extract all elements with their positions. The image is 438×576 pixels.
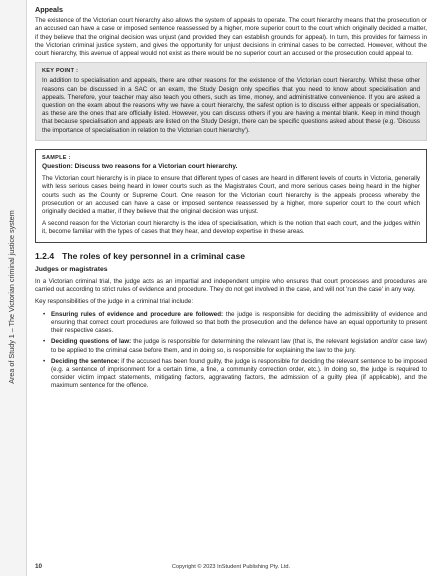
side-tab [0, 0, 27, 576]
subheading: Judges or magistrates [35, 265, 108, 273]
list-item-text: the judge is responsible for determining the relevant law (that is, the relevant legislation and/or case law) to be applied to the criminal case before them, and in doing so, is responsible for explaining the law to the jury. [51, 338, 427, 354]
section-title: The roles of key personnel in a criminal case [62, 250, 246, 261]
appeals-paragraph: The existence of the Victorian court hierarchy also allows the system of appeals to operate. The court hierarchy means that the prosecution or an accused can have a case or imposed sentence reassessed by a higher, more superior court to the court which originally decided a matter, if they believe that the original decision was unjust (and provided they can establish grounds for appeal). In turn, this provides for fairness in the Victorian criminal justice system, and gives the opportunity for unjust decisions in criminal cases to be corrected. However, without the court hierarchy, this avenue of appeal would not exist as there would be no superior court an accused or the prosecution could appeal to. [35, 17, 427, 58]
key-point-text: In addition to specialisation and appeals, there are other reasons for the existence of the Victorian court hierarchy. Whilst these other reasons can be discussed in a SAC or an exam, the Study Design only specifies that you need to know about specialisation and appeals. Therefore, your teacher may also teach you others, such as time, money, and administrative convenience. If you are asked a question on the exam about the reasons why we have a court hierarchy, the safest option is to discuss either appeals or specialisation, as these are the ones that are officially listed. However, you can discuss others if you are having a mental blank. Keep in mind though that because specialisation and appeals are listed on the Study Design, there can be specific questions asked about these (e.g. 'Discuss the importance of specialisation in relation to the Victorian court hierarchy'). [42, 77, 420, 134]
list-intro: Key responsibilities of the judge in a criminal trial include: [35, 298, 194, 306]
list-item-text: the judge is responsible for deciding the admissibility of evidence and ensuring that correct court procedures are followed so that both the prosecution and the defence have an equal opportunity to present their respective cases. [51, 310, 427, 335]
sample-box [35, 149, 427, 243]
side-tab-label: Area of Study 1 – The Victorian criminal justice system [7, 210, 16, 384]
list-item-title: Deciding the sentence: [51, 357, 120, 365]
section-number: 1.2.4 [35, 250, 55, 261]
page-number: 10 [35, 563, 43, 570]
section-heading [35, 252, 427, 260]
sample-question: Question: Discuss two reasons for a Victorian court hierarchy. [42, 163, 238, 171]
appeals-heading: Appeals [35, 5, 63, 14]
list-item [51, 358, 427, 391]
section-intro: In a Victorian criminal trial, the judge acts as an impartial and independent umpire who ensures that court processes and procedures are carried out according to strict rules of evidence and procedure. They do not get involved in the case, and will not 'run the case' in any way. [35, 278, 427, 294]
list-item [51, 338, 427, 354]
sample-answer-paragraph: The Victorian court hierarchy is in place to ensure that different types of cases are heard in different levels of courts in Victoria, generally with less serious cases being heard in lower courts such as the Magistrates Court, and more serious cases being heard in the higher courts such as the County or Supreme Court. One reason for the Victorian court hierarchy is the appeals process whereby the prosecution or an accused can have a case or imposed sentence reassessed by a higher, more superior court to the court which originally decided a matter, if they believe that the original decision was unjust. [42, 175, 420, 216]
copyright-notice: Copyright © 2023 InStudent Publishing Pty. Ltd. [171, 564, 291, 570]
key-point-label: KEY POINT : [42, 68, 79, 75]
list-item [51, 311, 427, 336]
page-footer [35, 563, 427, 573]
sample-label: SAMPLE : [42, 154, 71, 161]
responsibilities-list [35, 311, 427, 391]
sample-answer-paragraph: A second reason for the Victorian court hierarchy is the idea of specialisation, which is the notion that each court, and the judges within it, become familiar with the types of cases that they hear, and develop expertise in these areas. [42, 220, 420, 236]
list-item-title: Ensuring rules of evidence and procedure are followed: [51, 310, 224, 318]
page-content [35, 6, 427, 394]
list-item-text: if the accused has been found guilty, the judge is responsible for deciding the relevant sentence to be imposed (e.g. a sentence of imprisonment for a certain time, a fine, a community correction order, etc.). In doing so, the judge is required to consider victim impact statements, mitigating factors, aggravating factors, the admission of a guilty plea (if applicable), and the maximum sentence for the offence. [51, 357, 428, 390]
list-item-title: Deciding questions of law: [51, 338, 132, 346]
key-point-box [35, 62, 427, 141]
